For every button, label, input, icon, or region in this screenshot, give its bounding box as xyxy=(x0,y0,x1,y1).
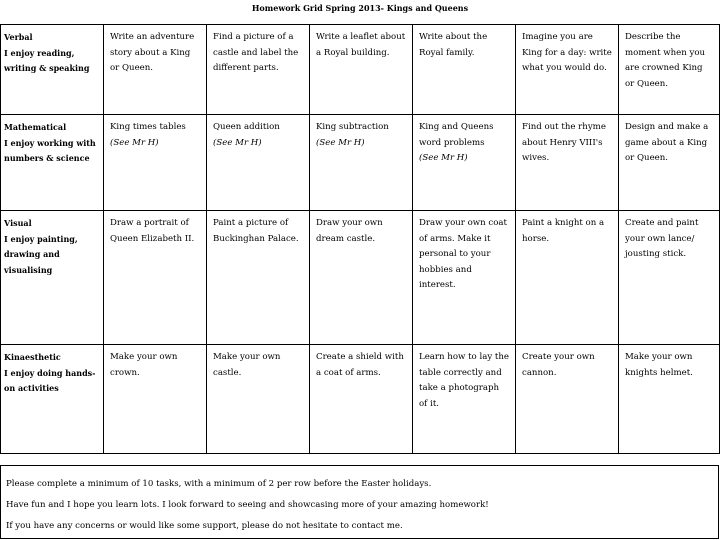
task-text: King and Queens word problems xyxy=(419,122,494,148)
task-text: Write an adventure story about a King or Queen. xyxy=(110,32,195,73)
task-cell xyxy=(413,115,516,211)
task-text: Make your own castle. xyxy=(213,352,281,378)
task-note: (See Mr H) xyxy=(316,137,365,148)
task-text: Draw your own coat of arms. Make it personal to your hobbies and interest. xyxy=(419,218,507,290)
task-cell xyxy=(104,25,207,115)
instructions-box xyxy=(0,465,719,539)
task-cell xyxy=(104,115,207,211)
grid-row-kinaesthetic xyxy=(1,345,720,454)
homework-grid xyxy=(0,24,720,454)
page-title: Homework Grid Spring 2013- Kings and Queens xyxy=(251,3,469,13)
grid-row-visual xyxy=(1,211,720,345)
category-title: Mathematical xyxy=(4,122,67,132)
category-description: I enjoy working with numbers & science xyxy=(4,137,96,163)
task-text: Create your own cannon. xyxy=(522,352,595,378)
task-cell xyxy=(516,25,619,115)
task-text: Find a picture of a castle and label the different parts. xyxy=(213,32,299,73)
task-text: Describe the moment when you are crowned King or Queen. xyxy=(625,32,706,89)
task-cell xyxy=(413,345,516,454)
task-cell xyxy=(516,211,619,345)
task-text: Draw a portrait of Queen Elizabeth II. xyxy=(110,218,195,244)
task-text: Draw your own dream castle. xyxy=(316,218,383,244)
task-cell xyxy=(619,211,720,345)
task-text: Make your own knights helmet. xyxy=(625,352,693,378)
category-description: I enjoy reading, writing & speaking xyxy=(4,47,90,73)
category-description: I enjoy painting, drawing and visualising xyxy=(4,233,78,275)
task-cell xyxy=(619,25,720,115)
task-text: King subtraction xyxy=(316,122,389,132)
task-cell xyxy=(516,345,619,454)
task-text: Create and paint your own lance/ jousting stick. xyxy=(625,218,699,259)
task-cell xyxy=(207,115,310,211)
instruction-line: If you have any concerns or would like some support, please do not hesitate to contact me. xyxy=(6,521,403,531)
category-cell xyxy=(1,25,104,115)
task-cell xyxy=(619,115,720,211)
task-text: Queen addition xyxy=(213,122,280,132)
task-cell xyxy=(413,211,516,345)
category-cell xyxy=(1,211,104,345)
task-cell xyxy=(207,211,310,345)
task-text: Imagine you are King for a day: write what you would do. xyxy=(522,32,612,73)
task-text: Write a leaflet about a Royal building. xyxy=(316,32,406,58)
task-text: Write about the Royal family. xyxy=(419,32,488,58)
task-text: King times tables xyxy=(110,122,186,132)
instruction-line: Have fun and I hope you learn lots. I look forward to seeing and showcasing more of your amazing homework! xyxy=(6,500,489,510)
grid-row-mathematical xyxy=(1,115,720,211)
task-cell xyxy=(413,25,516,115)
task-cell xyxy=(619,345,720,454)
task-note: (See Mr H) xyxy=(110,137,159,148)
task-text: Paint a picture of Buckinghan Palace. xyxy=(213,218,299,244)
category-title: Verbal xyxy=(4,32,33,42)
category-title: Kinaesthetic xyxy=(4,352,61,362)
task-cell xyxy=(207,345,310,454)
task-text: Design and make a game about a King or Queen. xyxy=(625,122,709,163)
task-note: (See Mr H) xyxy=(213,137,262,148)
task-text: Create a shield with a coat of arms. xyxy=(316,352,404,378)
task-text: Paint a knight on a horse. xyxy=(522,218,605,244)
category-cell xyxy=(1,345,104,454)
task-cell xyxy=(104,345,207,454)
task-cell xyxy=(310,115,413,211)
task-text: Find out the rhyme about Henry VIII's wives. xyxy=(522,122,606,163)
task-cell xyxy=(207,25,310,115)
task-cell xyxy=(310,211,413,345)
category-description: I enjoy doing hands-on activities xyxy=(4,367,96,393)
task-cell xyxy=(516,115,619,211)
task-cell xyxy=(310,25,413,115)
task-text: Learn how to lay the table correctly and take a photograph of it. xyxy=(419,352,509,409)
grid-row-verbal xyxy=(1,25,720,115)
task-text: Make your own crown. xyxy=(110,352,178,378)
category-cell xyxy=(1,115,104,211)
task-cell xyxy=(104,211,207,345)
task-note: (See Mr H) xyxy=(419,153,468,163)
task-cell xyxy=(310,345,413,454)
instruction-line: Please complete a minimum of 10 tasks, with a minimum of 2 per row before the Easter holidays. xyxy=(6,479,432,489)
category-title: Visual xyxy=(4,218,32,228)
